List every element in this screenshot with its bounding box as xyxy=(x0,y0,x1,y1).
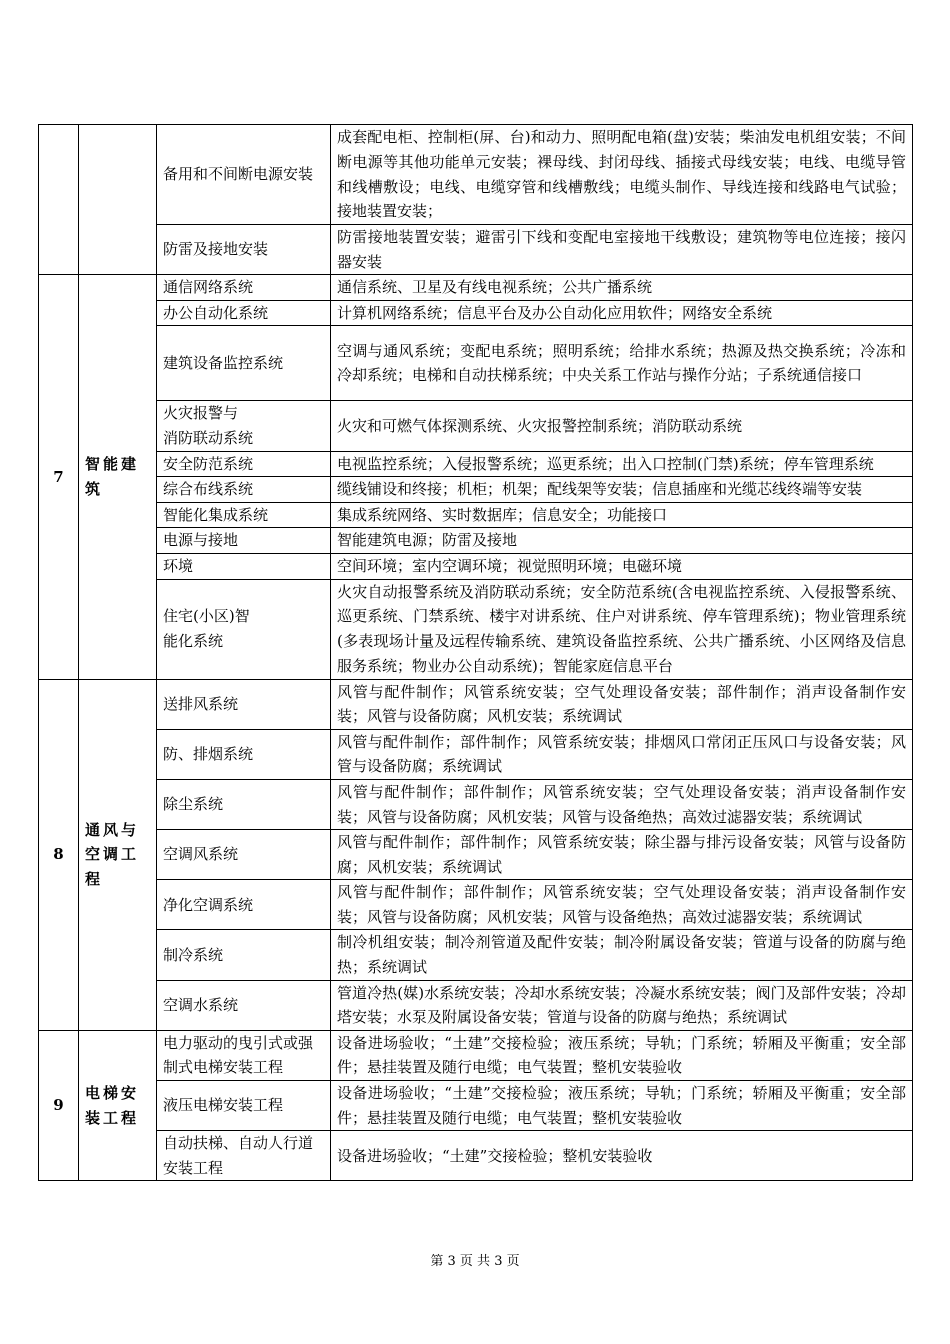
subdivision-name: 安全防范系统 xyxy=(157,451,331,477)
sub-item-list: 设备进场验收；“土建”交接检验；液压系统；导轨；门系统；轿厢及平衡重；安全部件；悬挂装置及随行电缆；电气装置；整机安装验收 xyxy=(331,1081,913,1131)
sub-item-list: 缆线铺设和终接；机柜；机架；配线架等安装；信息插座和光缆芯线终端等安装 xyxy=(331,477,913,503)
subdivision-name: 防雷及接地安装 xyxy=(157,225,331,275)
sub-item-list: 设备进场验收；“土建”交接检验；整机安装验收 xyxy=(331,1131,913,1181)
subdivision-name: 综合布线系统 xyxy=(157,477,331,503)
sub-item-list: 计算机网络系统；信息平台及办公自动化应用软件；网络安全系统 xyxy=(331,300,913,326)
subdivision-name: 火灾报警与 消防联动系统 xyxy=(157,401,331,451)
table-row xyxy=(39,502,913,528)
sub-item-list: 火灾和可燃气体探测系统、火灾报警控制系统；消防联动系统 xyxy=(331,401,913,451)
sub-item-list: 管道冷热(媒)水系统安装；冷却水系统安装；冷凝水系统安装；阀门及部件安装；冷却塔安装；水泵及附属设备安装；管道与设备的防腐与绝热；系统调试 xyxy=(331,980,913,1030)
table-row xyxy=(39,401,913,451)
subdivision-name: 建筑设备监控系统 xyxy=(157,326,331,401)
table-row xyxy=(39,1030,913,1080)
engineering-division-table xyxy=(38,124,913,1181)
sub-item-list: 集成系统网络、实时数据库；信息安全；功能接口 xyxy=(331,502,913,528)
sub-item-list: 智能建筑电源；防雷及接地 xyxy=(331,528,913,554)
division-name: 电梯安装工程 xyxy=(79,1030,157,1181)
division-number xyxy=(39,125,79,275)
subdivision-name: 自动扶梯、自动人行道安装工程 xyxy=(157,1131,331,1181)
sub-item-list: 风管与配件制作；风管系统安装；空气处理设备安装；部件制作；消声设备制作安装；风管与设备防腐；风机安装；系统调试 xyxy=(331,679,913,729)
table-row xyxy=(39,125,913,225)
division-name: 智能建筑 xyxy=(79,275,157,679)
sub-item-list: 风管与配件制作；部件制作；风管系统安装；空气处理设备安装；消声设备制作安装；风管与设备防腐；风机安装；风管与设备绝热；高效过滤器安装；系统调试 xyxy=(331,779,913,829)
subdivision-name: 制冷系统 xyxy=(157,930,331,980)
subdivision-name: 净化空调系统 xyxy=(157,880,331,930)
sub-item-list: 火灾自动报警系统及消防联动系统；安全防范系统(含电视监控系统、入侵报警系统、巡更系统、门禁系统、楼宇对讲系统、住户对讲系统、停车管理系统)；物业管理系统(多表现场计量及远程传输系统、建筑设备监控系统、公共广播系统、小区网络及信息服务系统；物业办公自动系统)；智能家庭信息平台 xyxy=(331,579,913,679)
page-footer: 第 3 页 共 3 页 xyxy=(430,1254,520,1269)
sub-item-list: 通信系统、卫星及有线电视系统；公共广播系统 xyxy=(331,275,913,301)
sub-item-list: 制冷机组安装；制冷剂管道及配件安装；制冷附属设备安装；管道与设备的防腐与绝热；系统调试 xyxy=(331,930,913,980)
sub-item-list: 风管与配件制作；部件制作；风管系统安装；除尘器与排污设备安装；风管与设备防腐；风机安装；系统调试 xyxy=(331,830,913,880)
table-row xyxy=(39,729,913,779)
subdivision-name: 住宅(小区)智 能化系统 xyxy=(157,579,331,679)
subdivision-name: 电源与接地 xyxy=(157,528,331,554)
division-number: 9 xyxy=(39,1030,79,1181)
table-row xyxy=(39,980,913,1030)
table-row xyxy=(39,477,913,503)
sub-item-list: 电视监控系统；入侵报警系统；巡更系统；出入口控制(门禁)系统；停车管理系统 xyxy=(331,451,913,477)
subdivision-name: 电力驱动的曳引式或强制式电梯安装工程 xyxy=(157,1030,331,1080)
subdivision-name: 空调风系统 xyxy=(157,830,331,880)
sub-item-list: 空间环境；室内空调环境；视觉照明环境；电磁环境 xyxy=(331,553,913,579)
table-row xyxy=(39,553,913,579)
subdivision-name: 液压电梯安装工程 xyxy=(157,1081,331,1131)
sub-item-list: 设备进场验收；“土建”交接检验；液压系统；导轨；门系统；轿厢及平衡重；安全部件；悬挂装置及随行电缆；电气装置；整机安装验收 xyxy=(331,1030,913,1080)
table-row xyxy=(39,930,913,980)
table-row xyxy=(39,225,913,275)
division-number: 7 xyxy=(39,275,79,679)
sub-item-list: 风管与配件制作；部件制作；风管系统安装；空气处理设备安装；消声设备制作安装；风管与设备防腐；风机安装；风管与设备绝热；高效过滤器安装；系统调试 xyxy=(331,880,913,930)
subdivision-name: 办公自动化系统 xyxy=(157,300,331,326)
subdivision-name: 空调水系统 xyxy=(157,980,331,1030)
subdivision-name: 防、排烟系统 xyxy=(157,729,331,779)
subdivision-name: 环境 xyxy=(157,553,331,579)
table-row xyxy=(39,528,913,554)
table-row xyxy=(39,451,913,477)
table-row xyxy=(39,1131,913,1181)
table-row xyxy=(39,326,913,401)
subdivision-name: 除尘系统 xyxy=(157,779,331,829)
sub-item-list: 成套配电柜、控制柜(屏、台)和动力、照明配电箱(盘)安装；柴油发电机组安装；不间断电源等其他功能单元安装；裸母线、封闭母线、插接式母线安装；电线、电缆导管和线槽敷设；电线、电缆穿管和线槽敷线；电缆头制作、导线连接和线路电气试验；接地装置安装； xyxy=(331,125,913,225)
table-row xyxy=(39,300,913,326)
sub-item-list: 空调与通风系统；变配电系统；照明系统；给排水系统；热源及热交换系统；冷冻和冷却系统；电梯和自动扶梯系统；中央关系工作站与操作分站；子系统通信接口 xyxy=(331,326,913,401)
table-row xyxy=(39,880,913,930)
division-name xyxy=(79,125,157,275)
table-row xyxy=(39,579,913,679)
division-name: 通风与空调工程 xyxy=(79,679,157,1030)
subdivision-name: 备用和不间断电源安装 xyxy=(157,125,331,225)
sub-item-list: 风管与配件制作；部件制作；风管系统安装；排烟风口常闭正压风口与设备安装；风管与设备防腐；系统调试 xyxy=(331,729,913,779)
table-row xyxy=(39,679,913,729)
table-row xyxy=(39,1081,913,1131)
subdivision-name: 送排风系统 xyxy=(157,679,331,729)
division-number: 8 xyxy=(39,679,79,1030)
sub-item-list: 防雷接地装置安装；避雷引下线和变配电室接地干线敷设；建筑物等电位连接；接闪器安装 xyxy=(331,225,913,275)
subdivision-name: 通信网络系统 xyxy=(157,275,331,301)
table-row xyxy=(39,830,913,880)
table-row xyxy=(39,779,913,829)
subdivision-name: 智能化集成系统 xyxy=(157,502,331,528)
table-row xyxy=(39,275,913,301)
